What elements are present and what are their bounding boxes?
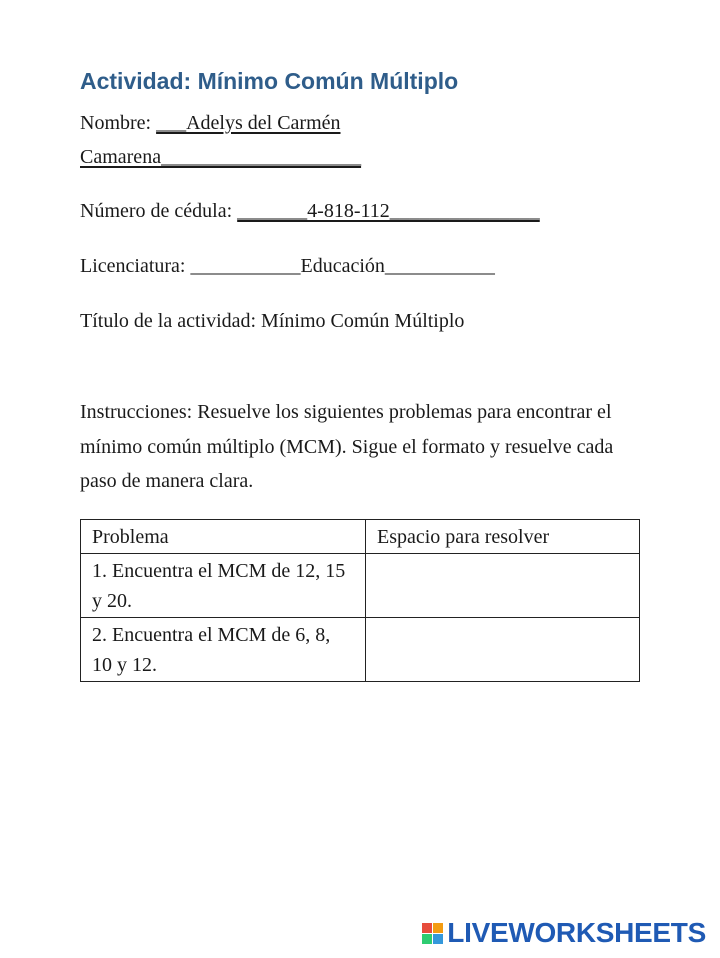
answer-cell[interactable] bbox=[366, 618, 640, 682]
logo-square-red bbox=[422, 923, 432, 933]
degree-value[interactable]: ___________Educación___________ bbox=[190, 255, 495, 277]
problems-table bbox=[80, 519, 640, 682]
activity-title: Título de la actividad: Mínimo Común Múltiplo bbox=[80, 310, 465, 332]
table-row bbox=[81, 618, 640, 682]
degree-label: Licenciatura: bbox=[80, 255, 191, 277]
name-value[interactable]: ___Adelys del Carmén bbox=[156, 112, 341, 134]
liveworksheets-logo bbox=[422, 917, 706, 949]
answer-cell[interactable] bbox=[366, 554, 640, 618]
instructions: Instrucciones: Resuelve los siguientes problemas para encontrar el mínimo común múltiplo (MCM). Sigue el formato y resuelve cada paso de manera clara. bbox=[80, 401, 614, 492]
table-row bbox=[81, 554, 640, 618]
logo-text: LIVEWORKSHEETS bbox=[447, 917, 706, 948]
name-field bbox=[80, 112, 341, 135]
name-label: Nombre: bbox=[80, 112, 157, 134]
id-field bbox=[80, 200, 540, 223]
logo-square-orange bbox=[433, 923, 443, 933]
logo-mark-icon bbox=[422, 923, 443, 944]
degree-field bbox=[80, 255, 495, 278]
id-label: Número de cédula: bbox=[80, 200, 238, 222]
problem-cell: 1. Encuentra el MCM de 12, 15 y 20. bbox=[81, 554, 366, 618]
name-value-line2[interactable]: Camarena____________________ bbox=[80, 146, 362, 168]
id-value[interactable]: _______4-818-112_______________ bbox=[237, 200, 540, 222]
problem-cell: 2. Encuentra el MCM de 6, 8, 10 y 12. bbox=[81, 618, 366, 682]
logo-square-green bbox=[422, 934, 432, 944]
logo-square-blue bbox=[433, 934, 443, 944]
header-problem: Problema bbox=[81, 520, 366, 554]
header-answer-space: Espacio para resolver bbox=[366, 520, 640, 554]
table-header-row bbox=[81, 520, 640, 554]
page-title: Actividad: Mínimo Común Múltiplo bbox=[80, 68, 459, 94]
